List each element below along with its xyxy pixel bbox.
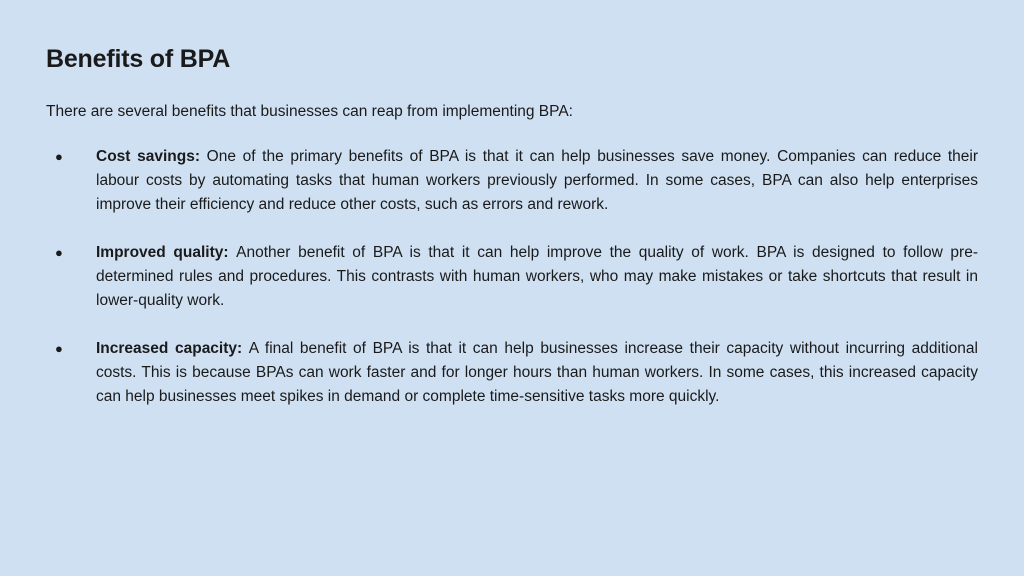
bullet-heading: Cost savings:	[96, 148, 207, 165]
bullet-heading: Improved quality:	[96, 244, 237, 261]
slide-title: Benefits of BPA	[46, 45, 231, 73]
bullet-heading: Increased capacity:	[96, 340, 249, 357]
intro-paragraph: There are several benefits that businesses can reap from implementing BPA:	[46, 103, 573, 120]
list-item-increased-capacity	[46, 337, 978, 409]
list-item-improved-quality	[46, 241, 978, 313]
bullet-icon: ●	[55, 149, 63, 164]
list-item-cost-savings	[46, 145, 978, 217]
bullet-text: One of the primary benefits of BPA is that it can help businesses save money. Companies can reduce their labour costs by automating tasks that human workers previously performed. In some cases, BPA can also help enterprises improve their efficiency and reduce other costs, such as errors and rework.	[96, 148, 978, 213]
bullet-icon: ●	[55, 245, 63, 260]
benefits-list	[46, 145, 978, 409]
bullet-text: Another benefit of BPA is that it can help improve the quality of work. BPA is designed to follow pre-determined rules and procedures. This contrasts with human workers, who may make mistakes or take shortcuts that result in lower-quality work.	[96, 244, 978, 309]
bullet-text: A final benefit of BPA is that it can help businesses increase their capacity without incurring additional costs. This is because BPAs can work faster and for longer hours than human workers. In some cases, this increased capacity can help businesses meet spikes in demand or complete time-sensitive tasks more quickly.	[96, 340, 978, 405]
bullet-icon: ●	[55, 341, 63, 356]
